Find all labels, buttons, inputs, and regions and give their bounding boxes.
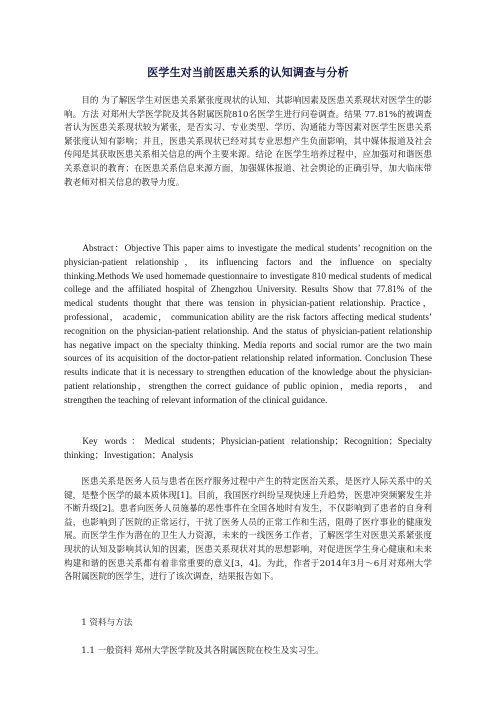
abstract-english (64, 242, 432, 408)
paper-title: 医学生对当前医患关系的认知调查与分析 (147, 66, 349, 79)
introduction (64, 476, 432, 585)
section-1-1-text: 1.1 一般资料 郑州大学医学院及其各附属医院在校生及实习生。 (81, 646, 324, 656)
section-1-heading: 1 资料与方法 (81, 618, 133, 628)
abstract-english-text: Abstract：Objective This paper aims to investigate the medical students’ recognition on the physician-patient relationship，its influencing factors and the influence on specialty thinking.Methods We used homemade questionnaire to investigate 810 medical students of medical college and the affiliated hospital of Zhengzhou University. Results Show that 77.81% of the medical students thought that there was tension in physician-patient relationship. Practice， professional， academic， communication ability are the risk factors affecting medical students’ recognition on the physician-patient relationship. And the status of physician-patient relationship has negative impact on the specialty thinking. Media reports and social rumor are the two main sources of its acquisition of the doctor-patient relationship related information. Conclusion These results indicate that it is necessary to strengthen education of the knowledge about the physician-patient relationship，strengthen the correct guidance of public opinion，media reports， and strengthen the teaching of relevant information of the clinical guidance. (64, 243, 432, 405)
section-subheading (64, 645, 432, 659)
keywords-text: Key words：Medical students；Physician-patient relationship；Recognition；Specialty thinking；Investigation；Analysis (64, 436, 432, 460)
abstract-chinese-text: 目的 为了解医学生对医患关系紧张度现状的认知、其影响因素及医患关系现状对医学生的影响。方法 对郑州大学医学院及其各附属医院810名医学生进行问卷调查。结果 77.81%的被调查者认为医患关系现状较为紧张，是否实习、专业类型、学历、沟通能力等因素对医学生医患关系紧张度认知有影响；并且，医患关系现状已经对其专业思想产生负面影响，其中媒体报道及社会传闻是其获取医患关系相关信息的两个主要来源。结论 在医学生培养过程中，应加强对和谐医患关系意识的教育；在医患关系信息来源方面，加强媒体报道、社会舆论的正确引导，加大临床带教老师对相关信息的教导力度。 (64, 96, 432, 188)
abstract-chinese (64, 95, 432, 190)
introduction-text: 医患关系是医务人员与患者在医疗服务过程中产生的特定医治关系，是医疗人际关系中的关键，是整个医学的最本质体现[1]。目前，我国医疗纠纷呈现快速上升趋势，医患冲突频繁发生并不断升级[2]。患者向医务人员施暴的恶性事件在全国各地时有发生，不仅影响到了患者的自身利益，也影响到了医院的正常运行，干扰了医务人员的正常工作和生活，阻碍了医疗事业的健康发展。而医学生作为潜在的卫生人力资源，未来的一线医务工作者，了解医学生对医患关系紧张度现状的认知及影响其认知的因素，医患关系现状对其的思想影响，对促进医学生身心健康和未来构建和谐的医患关系都有着非常重要的意义[3，4]。为此，作者于2014年3月～6月对郑州大学各附属医院的医学生，进行了该次调查，结果报告如下。 (64, 477, 432, 583)
keywords (64, 435, 432, 463)
section-heading (64, 617, 432, 631)
